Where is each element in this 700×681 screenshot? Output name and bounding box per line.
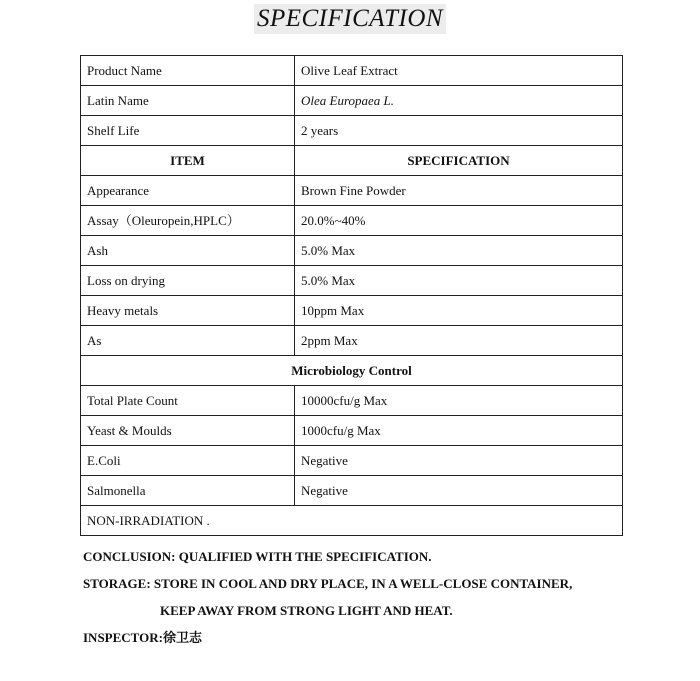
title-wrapper xyxy=(0,4,700,34)
latin-name-label: Latin Name xyxy=(81,86,295,116)
table-row xyxy=(81,266,623,296)
table-row xyxy=(81,386,623,416)
micro-label: Total Plate Count xyxy=(81,386,295,416)
table-row xyxy=(81,236,623,266)
table-row xyxy=(81,446,623,476)
table-row xyxy=(81,476,623,506)
section-header-row xyxy=(81,356,623,386)
micro-value: Negative xyxy=(295,476,623,506)
table-header-row xyxy=(81,146,623,176)
item-label: As xyxy=(81,326,295,356)
item-value: 2ppm Max xyxy=(295,326,623,356)
item-value: 10ppm Max xyxy=(295,296,623,326)
table-footer-row xyxy=(81,506,623,536)
table-row xyxy=(81,416,623,446)
micro-value: 1000cfu/g Max xyxy=(295,416,623,446)
notes-section xyxy=(83,543,572,651)
item-label: Ash xyxy=(81,236,295,266)
table-row xyxy=(81,56,623,86)
micro-value: 10000cfu/g Max xyxy=(295,386,623,416)
item-column-header: ITEM xyxy=(81,146,295,176)
table-row xyxy=(81,116,623,146)
non-irradiation-note: NON-IRRADIATION . xyxy=(81,506,623,536)
product-name-label: Product Name xyxy=(81,56,295,86)
item-label: Heavy metals xyxy=(81,296,295,326)
item-value: 5.0% Max xyxy=(295,266,623,296)
item-value: 5.0% Max xyxy=(295,236,623,266)
specification-table xyxy=(80,55,623,536)
item-label: Loss on drying xyxy=(81,266,295,296)
micro-label: E.Coli xyxy=(81,446,295,476)
item-label: Assay（Oleuropein,HPLC） xyxy=(81,206,295,236)
shelf-life-label: Shelf Life xyxy=(81,116,295,146)
item-value: Brown Fine Powder xyxy=(295,176,623,206)
latin-name-value: Olea Europaea L. xyxy=(295,86,623,116)
table-row xyxy=(81,326,623,356)
micro-label: Salmonella xyxy=(81,476,295,506)
microbiology-section-header: Microbiology Control xyxy=(81,356,623,386)
item-label: Appearance xyxy=(81,176,295,206)
storage-text-line2: KEEP AWAY FROM STRONG LIGHT AND HEAT. xyxy=(160,603,453,618)
storage-text-line1: STORAGE: STORE IN COOL AND DRY PLACE, IN A WELL-CLOSE CONTAINER, xyxy=(83,576,573,591)
table-row xyxy=(81,86,623,116)
specification-column-header: SPECIFICATION xyxy=(295,146,623,176)
table-row xyxy=(81,296,623,326)
item-value: 20.0%~40% xyxy=(295,206,623,236)
inspector-text: INSPECTOR:徐卫志 xyxy=(83,630,202,645)
conclusion-text: CONCLUSION: QUALIFIED WITH THE SPECIFICATION. xyxy=(83,549,432,564)
micro-value: Negative xyxy=(295,446,623,476)
page-title: SPECIFICATION xyxy=(254,4,446,34)
micro-label: Yeast & Moulds xyxy=(81,416,295,446)
shelf-life-value: 2 years xyxy=(295,116,623,146)
table-row xyxy=(81,176,623,206)
table-row xyxy=(81,206,623,236)
product-name-value: Olive Leaf Extract xyxy=(295,56,623,86)
